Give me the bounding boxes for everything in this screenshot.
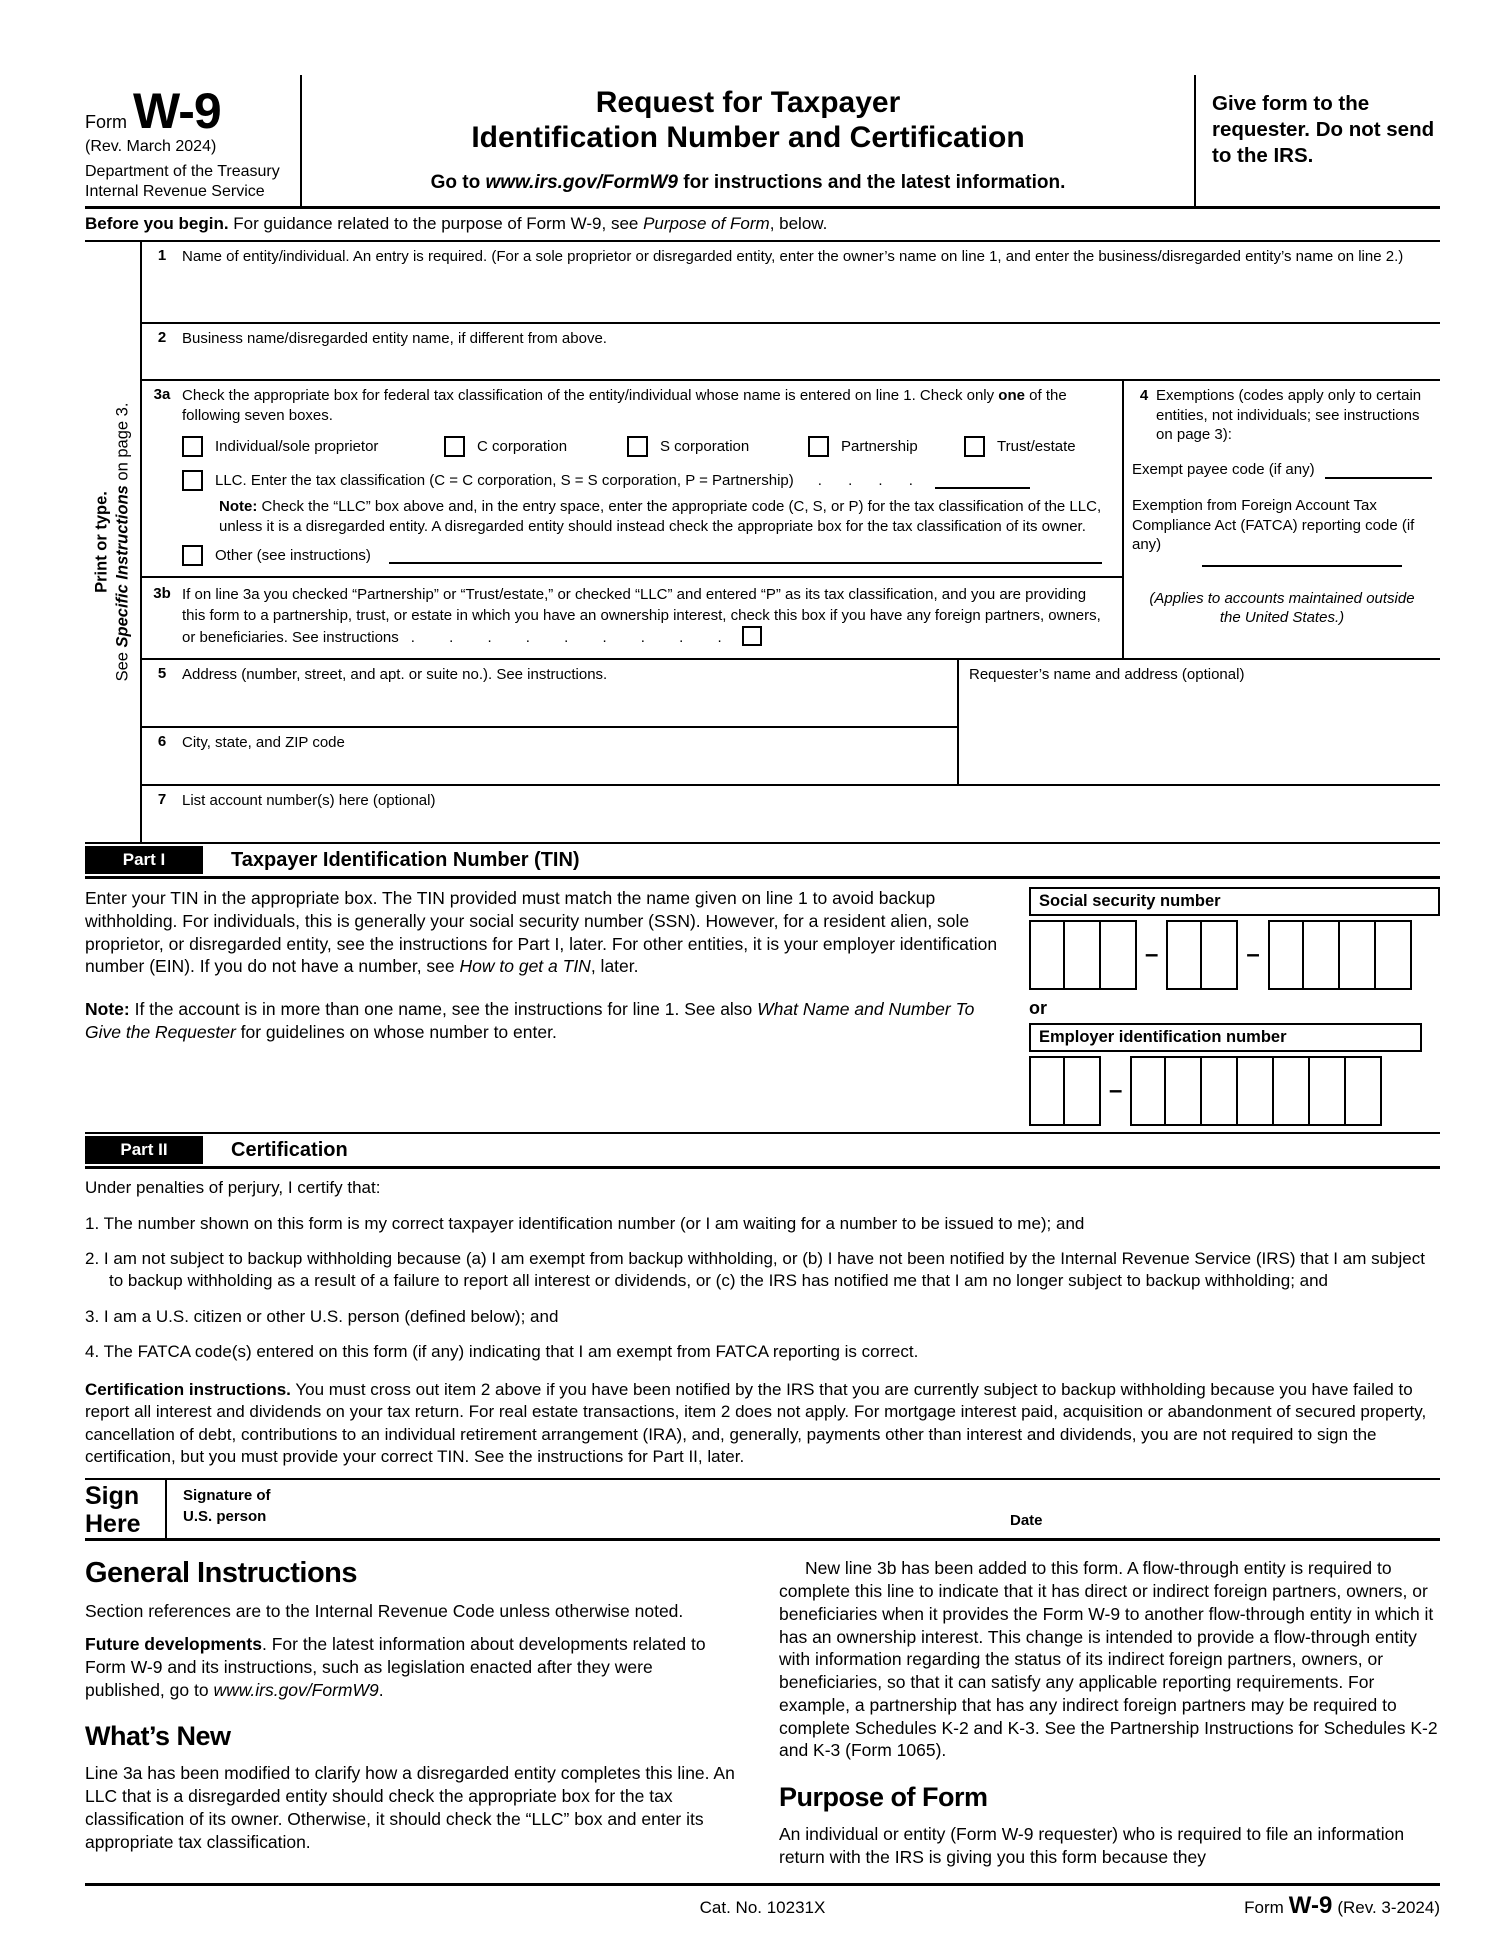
ssn-group-1 xyxy=(1029,920,1137,990)
trust-estate-checkbox[interactable] xyxy=(964,436,985,457)
ssn-group-2 xyxy=(1166,920,1238,990)
before-you-begin-bold: Before you begin. xyxy=(85,214,229,233)
department-line xyxy=(85,162,300,201)
ein-digit-cell[interactable] xyxy=(1310,1056,1346,1126)
ssn-digit-cell[interactable] xyxy=(1166,920,1202,990)
ssn-digit-cell[interactable] xyxy=(1029,920,1065,990)
certification-item-2: 2. I am not subject to backup withholding because (a) I am exempt from backup withholding, or (b) I have not been notified by the Internal Revenue Service (IRS) that I am subject to backup withholding as a result of a failure to report all interest or dividends, or (c) the IRS has notified me that I am no longer subject to backup withholding; and xyxy=(85,1248,1425,1291)
ein-digit-cell[interactable] xyxy=(1202,1056,1238,1126)
ein-digit-cell[interactable] xyxy=(1166,1056,1202,1126)
field-6-number: 6 xyxy=(157,733,167,751)
ein-digit-cell[interactable] xyxy=(1130,1056,1166,1126)
part1-instructions-text xyxy=(85,887,1015,1126)
ein-group-2 xyxy=(1130,1056,1382,1126)
field-3b-text: If on line 3a you checked “Partnership” or “Trust/estate,” or checked “LLC” and entered “P” as its tax classification, and you are providing this form to a partnership, trust, or estate in which you have an ownership interest, check this box if you have any foreign partners, owners, or beneficiaries. See instructions . . . . . . . . . xyxy=(182,586,1101,647)
field-4-label: Exemptions (codes apply only to certain entities, not individuals; see instructions on page 3): xyxy=(1156,387,1422,443)
field-3b-row xyxy=(142,578,1122,658)
date-input-area[interactable] xyxy=(1060,1490,1440,1534)
field-7-label: List account number(s) here (optional) xyxy=(182,792,436,810)
form-title-block xyxy=(300,75,1196,206)
give-form-note: Give form to the requester. Do not send to the IRS. xyxy=(1212,92,1435,168)
partnership-label: Partnership xyxy=(841,437,918,455)
form-header xyxy=(85,75,1440,209)
field-5-address-row[interactable] xyxy=(142,660,957,728)
footer-form-id: Form W-9 (Rev. 3-2024) xyxy=(1244,1891,1440,1919)
form-title-line1: Request for Taxpayer xyxy=(595,86,901,119)
part2-label: Part II xyxy=(85,1136,203,1164)
field-4-header xyxy=(1132,386,1432,445)
general-instructions-title: General Instructions xyxy=(85,1557,358,1590)
ein-digit-cell[interactable] xyxy=(1346,1056,1382,1126)
ssn-digit-cell[interactable] xyxy=(1101,920,1137,990)
ein-digit-cell[interactable] xyxy=(1274,1056,1310,1126)
sidebar-rotated-text xyxy=(91,403,134,682)
ssn-digit-cell[interactable] xyxy=(1304,920,1340,990)
part1-body xyxy=(85,879,1440,1132)
field-6-label: City, state, and ZIP code xyxy=(182,734,345,752)
signature-of-label: Signature of U.S. person xyxy=(183,1487,271,1526)
form-number: W-9 xyxy=(133,83,221,139)
sign-here-label: Sign Here xyxy=(85,1480,167,1538)
exempt-payee-code-entry[interactable] xyxy=(1325,465,1432,479)
part1-header-bar xyxy=(85,842,1440,879)
page-footer xyxy=(85,1883,1440,1918)
field-3a-content xyxy=(182,386,1122,576)
s-corporation-checkbox[interactable] xyxy=(627,436,648,457)
other-checkbox[interactable] xyxy=(182,545,203,566)
field-4-exemptions-box xyxy=(1122,381,1440,658)
field-1-label: Name of entity/individual. An entry is required. (For a sole proprietor or disregarded entity, enter the owner’s name on line 1, and enter the business/disregarded entity’s name on line 2.) xyxy=(182,248,1404,265)
purpose-of-form-title: Purpose of Form xyxy=(779,1782,988,1813)
form-title xyxy=(314,85,1182,156)
certification-item-4: 4. The FATCA code(s) entered on this form (if any) indicating that I am exempt from FATCA reporting is correct. xyxy=(85,1342,919,1362)
part2-body xyxy=(85,1169,1440,1468)
date-label: Date xyxy=(1010,1512,1043,1530)
other-option-row xyxy=(182,545,1116,566)
section-references-paragraph: Section references are to the Internal Revenue Code unless otherwise noted. xyxy=(85,1601,684,1622)
ein-cells-row xyxy=(1029,1056,1440,1126)
certification-intro: Under penalties of perjury, I certify that: xyxy=(85,1178,381,1198)
whats-new-title: What’s New xyxy=(85,1721,231,1752)
ssn-digit-cell[interactable] xyxy=(1340,920,1376,990)
llc-option-row xyxy=(182,470,1116,491)
sign-here-row xyxy=(85,1478,1440,1541)
general-instructions-section xyxy=(85,1557,1440,1868)
llc-checkbox[interactable] xyxy=(182,470,203,491)
field-rows xyxy=(140,242,1440,842)
classification-checkbox-row xyxy=(182,436,1116,457)
before-you-begin-line: Before you begin. For guidance related to the purpose of Form W-9, see Purpose of Form, below. xyxy=(85,214,828,233)
ssn-dash: – xyxy=(1246,941,1260,969)
field-6-city-row[interactable] xyxy=(142,728,957,784)
agency-name: Internal Revenue Service xyxy=(85,182,265,200)
form-revision: (Rev. March 2024) xyxy=(85,138,217,155)
other-entry-line[interactable] xyxy=(389,548,1102,564)
tin-entry-area xyxy=(1015,887,1440,1126)
llc-label: LLC. Enter the tax classification (C = C corporation, S = S corporation, P = Partnership) xyxy=(215,471,794,489)
goto-instructions-line: Go to www.irs.gov/FormW9 for instructions and the latest information. xyxy=(430,171,1066,193)
field-7-account-numbers-row[interactable] xyxy=(142,786,1440,842)
partnership-checkbox[interactable] xyxy=(808,436,829,457)
print-or-type-sidebar xyxy=(85,242,140,842)
ssn-dash: – xyxy=(1145,941,1159,969)
field-2-label: Business name/disregarded entity name, if different from above. xyxy=(182,330,607,347)
ssn-label-box: Social security number xyxy=(1029,887,1440,916)
future-developments-paragraph: Future developments. For the latest information about developments related to Form W-9 and its instructions, such as legislation enacted after they were published, go to www.irs.gov/FormW9. xyxy=(85,1634,706,1700)
line-3b-paragraph: New line 3b has been added to this form. A flow-through entity is required to complete this line to indicate that it has direct or indirect foreign partners, owners, or beneficiaries when it provides the Form W-9 to another flow-through entity in which it has an ownership interest. This change is intended to provide a flow-through entity with information regarding the status of its indirect foreign partners, owners, or beneficiaries, so that it can satisfy any applicable reporting requirements. For example, a partnership that has any indirect foreign partners may be required to complete Schedules K-2 and K-3. See the Partnership Instructions for Schedules K-2 and K-3 (Form 1065). xyxy=(779,1558,1438,1761)
purpose-paragraph: An individual or entity (Form W-9 requester) who is required to file an information return with the IRS is giving you this form because they xyxy=(779,1824,1405,1867)
form-identity-block xyxy=(85,75,300,206)
ein-digit-cell[interactable] xyxy=(1065,1056,1101,1126)
whats-new-paragraph: Line 3a has been modified to clarify how a disregarded entity completes this line. An LLC that is a disregarded entity should check the appropriate box for the tax classification of its owner. Otherwise, it should check the “LLC” box and enter its appropriate tax classification. xyxy=(85,1763,735,1852)
ein-label-box: Employer identification number xyxy=(1029,1023,1422,1052)
part1-title: Taxpayer Identification Number (TIN) xyxy=(231,848,580,871)
option-partnership xyxy=(808,436,964,457)
ein-digit-cell[interactable] xyxy=(1238,1056,1274,1126)
irs-url: www.irs.gov/FormW9 xyxy=(485,171,678,193)
ein-dash: – xyxy=(1109,1077,1123,1105)
fatca-label: Exemption from Foreign Account Tax Compliance Act (FATCA) reporting code (if any) xyxy=(1132,497,1415,553)
llc-leader-dots: . . . . xyxy=(817,471,915,489)
footer-form-number: W-9 xyxy=(1288,1891,1333,1919)
option-s-corporation xyxy=(627,436,808,457)
field-2-number: 2 xyxy=(157,329,167,346)
footer-form-revision: (Rev. 3-2024) xyxy=(1337,1897,1440,1917)
part1-note: Note: If the account is in more than one name, see the instructions for line 1. See also What Name and Number To Give the Requester for guidelines on whose number to enter. xyxy=(85,999,975,1042)
trust-estate-label: Trust/estate xyxy=(997,437,1076,455)
form-word: Form xyxy=(85,112,127,132)
other-label: Other (see instructions) xyxy=(215,546,371,564)
field-5-number: 5 xyxy=(157,665,167,683)
field-4-number: 4 xyxy=(1139,387,1149,404)
part1-label: Part I xyxy=(85,846,203,874)
ssn-digit-cell[interactable] xyxy=(1376,920,1412,990)
requester-label: Requester’s name and address (optional) xyxy=(969,666,1245,684)
ssn-digit-cell[interactable] xyxy=(1065,920,1101,990)
field-3a-label: Check the appropriate box for federal tax classification of the entity/individual whose name is entered on line 1. Check only one of the following seven boxes. xyxy=(182,387,1067,424)
certification-instructions: Certification instructions. You must cross out item 2 above if you have been notified by the IRS that you are currently subject to backup withholding because you have failed to report all interest and dividends on your tax return. For real estate transactions, item 2 does not apply. For mortgage interest paid, acquisition or abandonment of secured property, cancellation of debt, contributions to an individual retirement arrangement (IRA), and, generally, payments other than interest and dividends, you are not required to sign the certification, but you must provide your correct TIN. See the instructions for Part II, later. xyxy=(85,1379,1427,1466)
department-name: Department of the Treasury xyxy=(85,163,280,180)
option-trust-estate xyxy=(964,436,1076,457)
part2-title: Certification xyxy=(231,1138,348,1161)
field-3a-number: 3a xyxy=(153,386,171,403)
ssn-group-3 xyxy=(1268,920,1412,990)
option-individual xyxy=(182,436,444,457)
certification-item-3: 3. I am a U.S. citizen or other U.S. person (defined below); and xyxy=(85,1306,559,1326)
field-3-left-column xyxy=(142,381,1122,658)
individual-label: Individual/sole proprietor xyxy=(215,437,379,455)
ein-digit-cell[interactable] xyxy=(1029,1056,1065,1126)
option-c-corporation xyxy=(444,436,627,457)
c-corporation-checkbox[interactable] xyxy=(444,436,465,457)
catalog-number: Cat. No. 10231X xyxy=(699,1897,826,1917)
field-7-number: 7 xyxy=(157,791,167,809)
ssn-cells-row xyxy=(1029,920,1440,990)
applies-note: (Applies to accounts maintained outside the United States.) xyxy=(1149,589,1415,626)
field-5-6-block xyxy=(142,660,1440,786)
instructions-left-column xyxy=(85,1557,735,1868)
part2-header-bar xyxy=(85,1132,1440,1169)
ssn-digit-cell[interactable] xyxy=(1202,920,1238,990)
print-or-type-label: Print or type. xyxy=(92,491,111,593)
or-label: or xyxy=(1029,998,1047,1019)
exempt-payee-label: Exempt payee code (if any) xyxy=(1132,460,1315,478)
field-5-6-left xyxy=(142,660,957,784)
instructions-right-column xyxy=(779,1557,1440,1868)
field-3-classification-block xyxy=(142,381,1440,660)
field-5-label: Address (number, street, and apt. or suite no.). See instructions. xyxy=(182,666,608,684)
form-fields-grid xyxy=(85,240,1440,842)
requester-name-address-box[interactable] xyxy=(957,660,1440,784)
individual-sole-proprietor-checkbox[interactable] xyxy=(182,436,203,457)
fatca-code-entry[interactable] xyxy=(1202,555,1402,567)
ssn-digit-cell[interactable] xyxy=(1268,920,1304,990)
field-3a-row xyxy=(142,381,1122,578)
field-1-name-row[interactable] xyxy=(142,242,1440,324)
field-2-business-name-row[interactable] xyxy=(142,324,1440,381)
llc-note: Note: Check the “LLC” box above and, in the entry space, enter the appropriate code (C, S, or P) for the tax classification of the LLC, unless it is a disregarded entity. A disregarded entity should instead check the appropriate box for the tax classification of its owner. xyxy=(219,498,1102,535)
field-3b-leader-dots: . . . . . . . . . xyxy=(410,629,724,647)
form-title-line2: Identification Number and Certification xyxy=(471,121,1025,155)
foreign-partners-checkbox[interactable] xyxy=(742,626,762,646)
c-corporation-label: C corporation xyxy=(477,437,568,455)
ein-group-1 xyxy=(1029,1056,1101,1126)
see-specific-instructions-label: See Specific Instructions on page 3. xyxy=(113,402,132,682)
s-corporation-label: S corporation xyxy=(660,437,750,455)
llc-tax-code-entry[interactable] xyxy=(935,473,1030,489)
certification-item-1: 1. The number shown on this form is my correct taxpayer identification number (or I am waiting for a number to be issued to me); and xyxy=(85,1213,1085,1233)
field-3b-number: 3b xyxy=(153,585,171,602)
part1-paragraph: Enter your TIN in the appropriate box. The TIN provided must match the name given on line 1 to avoid backup withholding. For individuals, this is generally your social security number (SSN). However, for a resident alien, sole proprietor, or disregarded entity, see the instructions for Part I, later. For other entities, it is your employer identification number (EIN). If you do not have a number, see How to get a TIN, later. xyxy=(85,888,998,977)
field-1-number: 1 xyxy=(157,247,167,264)
exempt-payee-row xyxy=(1132,460,1432,480)
